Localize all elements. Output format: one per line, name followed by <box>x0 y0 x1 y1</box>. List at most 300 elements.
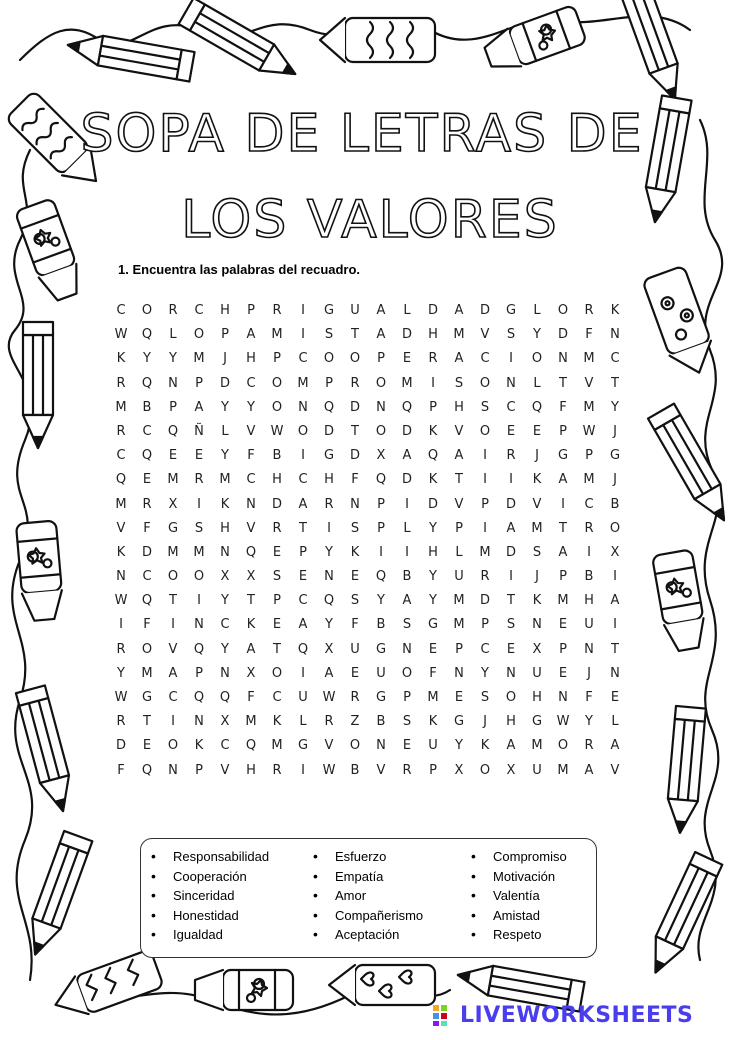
grid-letter[interactable]: P <box>195 762 203 778</box>
grid-letter[interactable]: C <box>168 690 178 705</box>
grid-letter[interactable]: Ñ <box>194 423 204 439</box>
grid-letter[interactable]: V <box>220 762 230 778</box>
grid-letter[interactable]: E <box>142 472 152 488</box>
grid-letter[interactable]: D <box>557 327 568 343</box>
grid-letter[interactable]: Y <box>429 520 437 536</box>
grid-letter[interactable]: P <box>273 593 281 609</box>
grid-letter[interactable]: S <box>194 520 204 536</box>
grid-letter[interactable]: V <box>376 762 386 778</box>
grid-letter[interactable]: G <box>375 690 387 705</box>
grid-letter[interactable]: E <box>402 738 412 754</box>
grid-letter[interactable]: F <box>247 448 255 464</box>
grid-letter[interactable]: U <box>428 738 438 754</box>
grid-letter[interactable]: P <box>481 496 489 512</box>
grid-letter[interactable]: Y <box>247 399 255 415</box>
grid-letter[interactable]: N <box>350 496 360 512</box>
grid-letter[interactable]: I <box>119 617 123 633</box>
grid-letter[interactable]: Q <box>167 423 179 439</box>
grid-letter[interactable]: I <box>301 665 305 681</box>
grid-letter[interactable]: M <box>557 593 569 609</box>
grid-letter[interactable]: X <box>454 762 464 778</box>
grid-letter[interactable]: B <box>272 448 282 464</box>
grid-letter[interactable]: I <box>197 496 201 512</box>
grid-letter[interactable]: B <box>376 617 386 633</box>
grid-letter[interactable]: N <box>220 665 230 681</box>
grid-letter[interactable]: I <box>171 617 175 633</box>
grid-letter[interactable]: O <box>557 303 569 318</box>
grid-letter[interactable]: E <box>402 351 412 367</box>
grid-letter[interactable]: I <box>431 375 435 391</box>
grid-letter[interactable]: P <box>559 641 567 657</box>
grid-letter[interactable]: K <box>532 472 542 488</box>
grid-letter[interactable]: A <box>402 593 412 609</box>
grid-letter[interactable]: P <box>429 399 437 415</box>
grid-letter[interactable]: R <box>272 520 282 536</box>
grid-letter[interactable]: N <box>246 496 256 512</box>
grid-letter[interactable]: W <box>114 593 128 609</box>
grid-letter[interactable]: Q <box>427 448 439 464</box>
grid-letter[interactable]: N <box>506 375 516 391</box>
grid-letter[interactable]: X <box>324 641 334 657</box>
grid-letter[interactable]: O <box>271 665 283 681</box>
grid-letter[interactable]: G <box>167 520 179 536</box>
grid-letter[interactable]: T <box>351 327 359 343</box>
grid-letter[interactable]: F <box>143 617 151 633</box>
grid-letter[interactable]: W <box>322 690 336 705</box>
grid-letter[interactable]: I <box>483 448 487 464</box>
grid-letter[interactable]: C <box>298 593 308 609</box>
grid-letter[interactable]: A <box>376 327 386 343</box>
grid-letter[interactable]: A <box>194 399 204 415</box>
grid-letter[interactable]: Q <box>141 375 153 391</box>
grid-letter[interactable]: E <box>558 665 568 681</box>
grid-letter[interactable]: B <box>376 714 386 730</box>
grid-letter[interactable]: K <box>116 351 126 367</box>
grid-letter[interactable]: L <box>455 544 463 560</box>
grid-letter[interactable]: D <box>349 399 360 415</box>
grid-letter[interactable]: N <box>298 399 308 415</box>
grid-letter[interactable]: L <box>169 327 177 343</box>
grid-letter[interactable]: O <box>193 569 205 585</box>
grid-letter[interactable]: N <box>376 399 386 415</box>
grid-letter[interactable]: C <box>480 351 490 367</box>
grid-letter[interactable]: P <box>273 351 281 367</box>
grid-letter[interactable]: R <box>350 375 360 391</box>
grid-letter[interactable]: A <box>246 327 256 343</box>
grid-letter[interactable]: T <box>143 714 151 730</box>
grid-letter[interactable]: H <box>532 690 542 705</box>
grid-letter[interactable]: G <box>375 641 387 657</box>
grid-letter[interactable]: T <box>299 520 307 536</box>
grid-letter[interactable]: F <box>429 665 437 681</box>
grid-letter[interactable]: A <box>506 738 516 754</box>
grid-letter[interactable]: Y <box>429 593 437 609</box>
grid-letter[interactable]: N <box>506 665 516 681</box>
grid-letter[interactable]: Y <box>429 569 437 585</box>
grid-letter[interactable]: J <box>483 714 487 730</box>
grid-letter[interactable]: I <box>301 327 305 343</box>
grid-letter[interactable]: A <box>324 665 334 681</box>
grid-letter[interactable]: B <box>142 399 152 415</box>
grid-letter[interactable]: Q <box>375 472 387 488</box>
grid-letter[interactable]: C <box>220 738 230 754</box>
grid-letter[interactable]: M <box>479 544 491 560</box>
grid-letter[interactable]: A <box>402 448 412 464</box>
grid-letter[interactable]: O <box>401 665 413 681</box>
grid-letter[interactable]: I <box>171 714 175 730</box>
grid-letter[interactable]: C <box>298 472 308 488</box>
grid-letter[interactable]: D <box>219 375 230 391</box>
grid-letter[interactable]: Y <box>377 593 385 609</box>
grid-letter[interactable]: L <box>221 423 229 439</box>
grid-letter[interactable]: M <box>583 351 595 367</box>
grid-letter[interactable]: R <box>168 303 178 318</box>
grid-letter[interactable]: C <box>142 569 152 585</box>
grid-letter[interactable]: Q <box>193 690 205 705</box>
grid-letter[interactable]: T <box>455 472 463 488</box>
grid-letter[interactable]: F <box>143 520 151 536</box>
grid-letter[interactable]: E <box>610 690 620 705</box>
grid-letter[interactable]: R <box>584 738 594 754</box>
grid-letter[interactable]: I <box>561 496 565 512</box>
grid-letter[interactable]: H <box>246 351 256 367</box>
grid-letter[interactable]: P <box>325 375 333 391</box>
grid-letter[interactable]: P <box>559 569 567 585</box>
grid-letter[interactable]: U <box>350 303 360 318</box>
grid-letter[interactable]: M <box>453 327 465 343</box>
grid-letter[interactable]: M <box>271 738 283 754</box>
grid-letter[interactable]: Q <box>323 593 335 609</box>
grid-letter[interactable]: C <box>298 351 308 367</box>
grid-letter[interactable]: A <box>454 303 464 318</box>
grid-letter[interactable]: T <box>611 375 619 391</box>
grid-letter[interactable]: Y <box>611 399 619 415</box>
grid-letter[interactable]: I <box>405 496 409 512</box>
grid-letter[interactable]: K <box>194 738 204 754</box>
grid-letter[interactable]: N <box>584 641 594 657</box>
grid-letter[interactable]: A <box>558 544 568 560</box>
grid-letter[interactable]: S <box>272 569 282 585</box>
grid-letter[interactable]: I <box>405 544 409 560</box>
grid-letter[interactable]: V <box>324 738 334 754</box>
grid-letter[interactable]: D <box>349 448 360 464</box>
grid-letter[interactable]: E <box>350 665 360 681</box>
grid-letter[interactable]: O <box>349 738 361 754</box>
grid-letter[interactable]: I <box>483 472 487 488</box>
grid-letter[interactable]: C <box>480 641 490 657</box>
grid-letter[interactable]: C <box>584 496 594 512</box>
grid-letter[interactable]: X <box>376 448 386 464</box>
grid-letter[interactable]: C <box>116 303 126 318</box>
grid-letter[interactable]: F <box>351 472 359 488</box>
grid-letter[interactable]: I <box>379 544 383 560</box>
grid-letter[interactable]: O <box>141 303 153 318</box>
grid-letter[interactable]: P <box>195 665 203 681</box>
grid-letter[interactable]: M <box>141 665 153 681</box>
grid-letter[interactable]: O <box>505 690 517 705</box>
grid-letter[interactable]: U <box>376 665 386 681</box>
grid-letter[interactable]: R <box>116 641 126 657</box>
grid-letter[interactable]: T <box>351 423 359 439</box>
grid-letter[interactable]: K <box>428 472 438 488</box>
grid-letter[interactable]: P <box>455 520 463 536</box>
grid-letter[interactable]: D <box>401 327 412 343</box>
grid-letter[interactable]: O <box>557 738 569 754</box>
grid-letter[interactable]: K <box>272 714 282 730</box>
grid-letter[interactable]: O <box>479 762 491 778</box>
grid-letter[interactable]: S <box>454 375 464 391</box>
grid-letter[interactable]: L <box>403 520 411 536</box>
grid-letter[interactable]: M <box>453 617 465 633</box>
grid-letter[interactable]: H <box>220 303 230 318</box>
grid-letter[interactable]: P <box>377 496 385 512</box>
grid-letter[interactable]: X <box>246 569 256 585</box>
grid-letter[interactable]: M <box>531 520 543 536</box>
grid-letter[interactable]: Z <box>350 714 360 730</box>
grid-letter[interactable]: R <box>324 496 334 512</box>
grid-letter[interactable]: J <box>535 569 539 585</box>
grid-letter[interactable]: H <box>428 544 438 560</box>
grid-letter[interactable]: A <box>610 738 620 754</box>
grid-letter[interactable]: H <box>428 327 438 343</box>
grid-letter[interactable]: G <box>323 303 335 318</box>
grid-letter[interactable]: D <box>401 423 412 439</box>
grid-letter[interactable]: W <box>114 327 128 343</box>
grid-letter[interactable]: C <box>142 423 152 439</box>
grid-letter[interactable]: E <box>272 617 282 633</box>
grid-letter[interactable]: A <box>558 472 568 488</box>
grid-letter[interactable]: C <box>246 472 256 488</box>
grid-letter[interactable]: K <box>246 617 256 633</box>
grid-letter[interactable]: S <box>350 520 360 536</box>
grid-letter[interactable]: A <box>610 593 620 609</box>
grid-letter[interactable]: P <box>559 423 567 439</box>
grid-letter[interactable]: X <box>220 569 230 585</box>
grid-letter[interactable]: N <box>532 617 542 633</box>
grid-letter[interactable]: D <box>427 496 438 512</box>
grid-letter[interactable]: P <box>195 375 203 391</box>
grid-letter[interactable]: I <box>613 569 617 585</box>
grid-letter[interactable]: A <box>298 496 308 512</box>
grid-letter[interactable]: Q <box>245 738 257 754</box>
grid-letter[interactable]: I <box>301 448 305 464</box>
grid-letter[interactable]: X <box>506 762 516 778</box>
grid-letter[interactable]: P <box>377 520 385 536</box>
grid-letter[interactable]: W <box>114 690 128 705</box>
grid-letter[interactable]: M <box>167 544 179 560</box>
grid-letter[interactable]: S <box>350 593 360 609</box>
grid-letter[interactable]: E <box>428 641 438 657</box>
grid-letter[interactable]: J <box>613 472 617 488</box>
grid-letter[interactable]: M <box>583 399 595 415</box>
grid-letter[interactable]: Q <box>141 593 153 609</box>
grid-letter[interactable]: I <box>509 351 513 367</box>
grid-letter[interactable]: A <box>454 351 464 367</box>
grid-letter[interactable]: R <box>194 472 204 488</box>
grid-letter[interactable]: N <box>558 690 568 705</box>
grid-letter[interactable]: M <box>557 762 569 778</box>
grid-letter[interactable]: A <box>584 762 594 778</box>
grid-letter[interactable]: T <box>169 593 177 609</box>
grid-letter[interactable]: A <box>506 520 516 536</box>
grid-letter[interactable]: C <box>220 617 230 633</box>
grid-letter[interactable]: Q <box>219 690 231 705</box>
grid-letter[interactable]: M <box>245 714 257 730</box>
grid-letter[interactable]: P <box>169 399 177 415</box>
grid-letter[interactable]: I <box>587 544 591 560</box>
grid-letter[interactable]: H <box>506 714 516 730</box>
grid-letter[interactable]: Y <box>169 351 177 367</box>
grid-letter[interactable]: B <box>402 569 412 585</box>
grid-letter[interactable]: O <box>609 520 621 536</box>
grid-letter[interactable]: Q <box>401 399 413 415</box>
grid-letter[interactable]: W <box>556 714 570 730</box>
grid-letter[interactable]: O <box>167 569 179 585</box>
grid-letter[interactable]: R <box>272 762 282 778</box>
grid-letter[interactable]: R <box>506 448 516 464</box>
grid-letter[interactable]: W <box>270 423 284 439</box>
grid-letter[interactable]: C <box>116 448 126 464</box>
grid-letter[interactable]: V <box>116 520 126 536</box>
grid-letter[interactable]: Q <box>375 569 387 585</box>
grid-letter[interactable]: S <box>506 327 516 343</box>
grid-letter[interactable]: C <box>506 399 516 415</box>
grid-letter[interactable]: E <box>168 448 178 464</box>
grid-letter[interactable]: O <box>271 375 283 391</box>
grid-letter[interactable]: O <box>375 423 387 439</box>
grid-letter[interactable]: I <box>301 303 305 318</box>
grid-letter[interactable]: E <box>350 569 360 585</box>
grid-letter[interactable]: C <box>246 375 256 391</box>
grid-letter[interactable]: L <box>611 714 619 730</box>
grid-letter[interactable]: D <box>271 496 282 512</box>
grid-letter[interactable]: P <box>221 327 229 343</box>
grid-letter[interactable]: I <box>509 472 513 488</box>
grid-letter[interactable]: K <box>220 496 230 512</box>
grid-letter[interactable]: F <box>585 327 593 343</box>
grid-letter[interactable]: S <box>480 690 490 705</box>
grid-letter[interactable]: I <box>197 593 201 609</box>
grid-letter[interactable]: Y <box>585 714 593 730</box>
grid-letter[interactable]: A <box>454 448 464 464</box>
grid-letter[interactable]: K <box>532 593 542 609</box>
grid-letter[interactable]: Y <box>325 617 333 633</box>
grid-letter[interactable]: Q <box>193 641 205 657</box>
grid-letter[interactable]: D <box>323 423 334 439</box>
grid-letter[interactable]: G <box>505 303 517 318</box>
grid-letter[interactable]: N <box>454 665 464 681</box>
grid-letter[interactable]: O <box>323 351 335 367</box>
grid-letter[interactable]: R <box>116 714 126 730</box>
grid-letter[interactable]: N <box>194 714 204 730</box>
grid-letter[interactable]: R <box>142 496 152 512</box>
grid-letter[interactable]: D <box>427 303 438 318</box>
grid-letter[interactable]: P <box>481 617 489 633</box>
grid-letter[interactable]: J <box>613 423 617 439</box>
grid-letter[interactable]: I <box>301 762 305 778</box>
grid-letter[interactable]: C <box>272 690 282 705</box>
grid-letter[interactable]: I <box>509 569 513 585</box>
grid-letter[interactable]: I <box>483 520 487 536</box>
grid-letter[interactable]: Q <box>245 544 257 560</box>
grid-letter[interactable]: H <box>454 399 464 415</box>
grid-letter[interactable]: U <box>532 762 542 778</box>
grid-letter[interactable]: G <box>557 448 569 464</box>
grid-letter[interactable]: M <box>453 593 465 609</box>
grid-letter[interactable]: P <box>247 303 255 318</box>
grid-letter[interactable]: E <box>272 544 282 560</box>
grid-letter[interactable]: E <box>298 569 308 585</box>
grid-letter[interactable]: S <box>506 617 516 633</box>
grid-letter[interactable]: F <box>117 762 125 778</box>
grid-letter[interactable]: V <box>246 423 256 439</box>
grid-letter[interactable]: H <box>324 472 334 488</box>
grid-letter[interactable]: P <box>403 690 411 705</box>
grid-letter[interactable]: W <box>322 762 336 778</box>
grid-letter[interactable]: Y <box>221 641 229 657</box>
grid-letter[interactable]: Y <box>221 448 229 464</box>
grid-letter[interactable]: B <box>584 569 594 585</box>
grid-letter[interactable]: O <box>531 351 543 367</box>
grid-letter[interactable]: I <box>327 520 331 536</box>
grid-letter[interactable]: R <box>584 520 594 536</box>
grid-letter[interactable]: A <box>298 617 308 633</box>
grid-letter[interactable]: E <box>506 423 516 439</box>
grid-letter[interactable]: Y <box>221 593 229 609</box>
grid-letter[interactable]: S <box>402 714 412 730</box>
grid-letter[interactable]: O <box>479 423 491 439</box>
grid-letter[interactable]: O <box>479 375 491 391</box>
grid-letter[interactable]: U <box>350 641 360 657</box>
grid-letter[interactable]: C <box>610 351 620 367</box>
grid-letter[interactable]: G <box>297 738 309 754</box>
grid-letter[interactable]: H <box>584 593 594 609</box>
grid-letter[interactable]: R <box>116 423 126 439</box>
grid-letter[interactable]: H <box>246 762 256 778</box>
grid-letter[interactable]: E <box>194 448 204 464</box>
grid-letter[interactable]: J <box>535 448 539 464</box>
grid-letter[interactable]: P <box>377 351 385 367</box>
grid-letter[interactable]: M <box>401 375 413 391</box>
grid-letter[interactable]: R <box>402 762 412 778</box>
grid-letter[interactable]: T <box>611 641 619 657</box>
grid-letter[interactable]: U <box>454 569 464 585</box>
grid-letter[interactable]: E <box>454 690 464 705</box>
grid-letter[interactable]: D <box>505 544 516 560</box>
grid-letter[interactable]: G <box>323 448 335 464</box>
grid-letter[interactable]: D <box>401 472 412 488</box>
grid-letter[interactable]: Q <box>141 762 153 778</box>
grid-letter[interactable]: Q <box>297 641 309 657</box>
grid-letter[interactable]: L <box>299 714 307 730</box>
grid-letter[interactable]: F <box>247 690 255 705</box>
grid-letter[interactable]: Y <box>221 399 229 415</box>
grid-letter[interactable]: D <box>505 496 516 512</box>
grid-letter[interactable]: M <box>583 472 595 488</box>
grid-letter[interactable]: Y <box>533 327 541 343</box>
grid-letter[interactable]: J <box>587 665 591 681</box>
grid-letter[interactable]: N <box>558 351 568 367</box>
grid-letter[interactable]: Q <box>141 448 153 464</box>
grid-letter[interactable]: M <box>531 738 543 754</box>
grid-letter[interactable]: K <box>350 544 360 560</box>
grid-letter[interactable]: M <box>427 690 439 705</box>
grid-letter[interactable]: V <box>584 375 594 391</box>
grid-letter[interactable]: P <box>299 544 307 560</box>
grid-letter[interactable]: N <box>194 617 204 633</box>
grid-letter[interactable]: S <box>324 327 334 343</box>
grid-letter[interactable]: E <box>532 423 542 439</box>
